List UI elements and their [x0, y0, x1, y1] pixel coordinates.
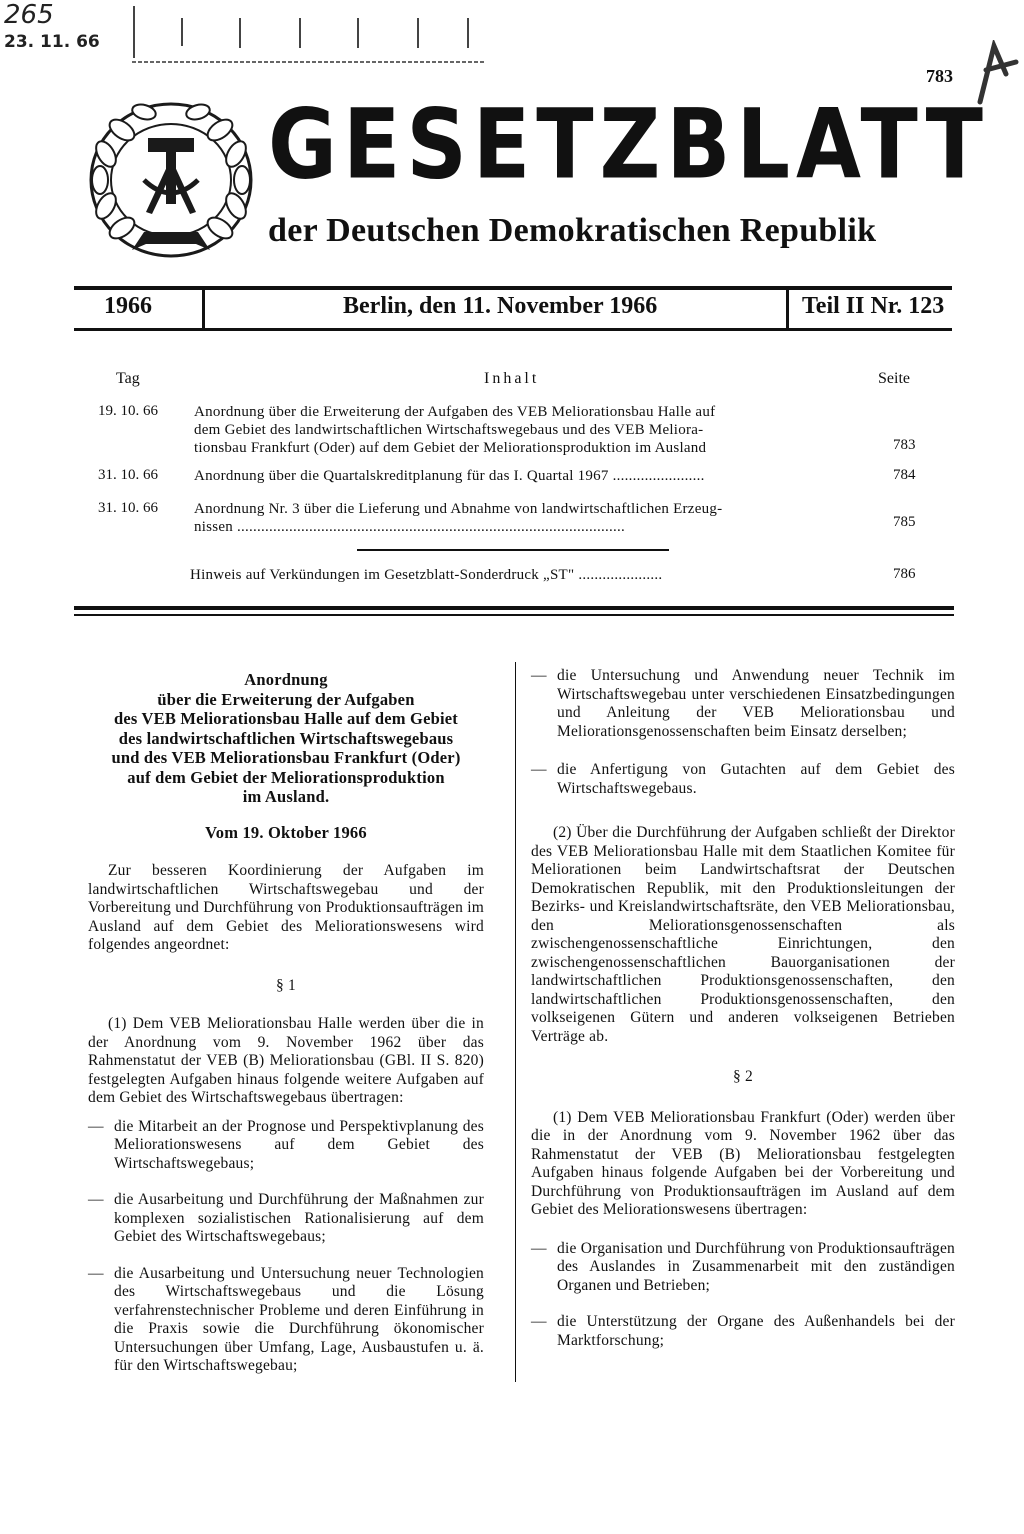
list-item [88, 1118, 484, 1174]
toc-note: Hinweis auf Verkündungen im Gesetzblatt-Sonderdruck „ST" ..................... [190, 567, 663, 583]
list-item-text: die Anfertigung von Gutachten auf dem Gebiet des Wirtschaftswegebaus. [557, 761, 955, 797]
toc-entry-text [194, 500, 854, 536]
toc-separator [357, 549, 669, 551]
toc-entry-line: nissen ................................................................................................. [194, 519, 625, 535]
state-emblem-icon [86, 94, 256, 260]
article-title-line: über die Erweiterung der Aufgaben [157, 689, 415, 709]
article-title-line: im Ausland. [242, 787, 330, 806]
toc-header-contents: Inhalt [484, 370, 540, 387]
toc-header-date: Tag [116, 370, 140, 387]
article-title-line: Anordnung [244, 670, 328, 689]
list-item [531, 1240, 955, 1296]
contents-bottom-rule [74, 606, 954, 610]
list-item-text: die Ausarbeitung und Durchführung der Maßnahmen zur komplexen sozialistischen Rationalisierung auf dem Gebiet des Wirtschaftswegebaus; [114, 1191, 484, 1245]
issue-year: 1966 [104, 293, 152, 319]
s2-paragraph-1: (1) Dem VEB Meliorationsbau Frankfurt (Oder) werden über die in der Anordnung vom 9. November 1962 über das Rahmenstatut der VEB (B) Meliorationsbau festgelegten Aufgaben hinaus folgende Aufgaben bei der Vorbereitung und Durchführung von Produktionsaufträgen im Ausland auf dem Gebiet des Meliorationswesens übertragen: [531, 1108, 955, 1218]
list-item [531, 667, 955, 741]
toc-entry-line: Anordnung Nr. 3 über die Lieferung und Abnahme von landwirtschaftlichen Erzeug- [194, 501, 723, 517]
toc-entry-date: 31. 10. 66 [98, 500, 158, 516]
toc-header-page: Seite [878, 370, 910, 387]
info-bar-divider-2 [786, 286, 789, 330]
toc-entry-line: tionsbau Frankfurt (Oder) auf dem Gebiet der Meliorationsproduktion im Ausland [194, 440, 707, 456]
toc-note-page: 786 [893, 566, 916, 582]
list-item-text: die Mitarbeit an der Prognose und Perspektivplanung des Meliorationswesens auf dem Gebiet des Wirtschaftswegebaus; [114, 1117, 484, 1172]
toc-entry-date: 19. 10. 66 [98, 403, 158, 419]
masthead-subtitle: der Deutschen Demokratischen Republik [268, 212, 877, 249]
dash-bullet: — [531, 667, 547, 684]
handwritten-number: 265 [4, 0, 54, 30]
dash-bullet: — [88, 1117, 104, 1135]
s1-paragraph-1: (1) Dem VEB Meliorationsbau Halle werden über die in der Anordnung vom 9. November 1962 über das Rahmenstatut der VEB (B) Meliorationsbau (GBl. II S. 820) festgelegten Aufgaben hinaus folgende weitere Aufgaben auf dem Gebiet des Wirtschaftswegebaus übertragen: [88, 1015, 484, 1106]
info-bar-divider-1 [202, 286, 205, 330]
list-item [88, 1265, 484, 1376]
article-intro: Zur besseren Koordinierung der Aufgaben im landwirtschaftlichen Wirtschaftswegebau und der Vorbereitung und Durchführung von Produktionsaufträgen im Ausland auf dem Gebiet des Meliorationswesens wird folgendes angeordnet: [88, 862, 484, 953]
section-heading-1: § 1 [276, 976, 296, 994]
list-item [88, 1191, 484, 1247]
right-column [531, 667, 955, 1350]
left-column [88, 670, 484, 1376]
dash-bullet: — [531, 761, 547, 778]
dash-bullet: — [531, 1313, 547, 1330]
toc-entry-line: Anordnung über die Quartalskreditplanung für das I. Quartal 1967 ....................... [194, 468, 705, 484]
toc-entry-page: 784 [893, 467, 916, 483]
info-bar-bottom-rule [74, 328, 952, 331]
dash-bullet: — [88, 1191, 104, 1208]
toc-entry-text [194, 403, 854, 457]
list-item-text: die Ausarbeitung und Untersuchung neuer Technologien des Wirtschaftswegebaus und die Lösung verfahrenstechnischer Probleme und deren Einführung in die Praxis sowie die Durchführung ökonomischer Untersuchungen über Umfang, Lage, Ausbaustufen u. ä. für den Wirtschaftswegebau; [114, 1264, 484, 1374]
issue-number: Teil II Nr. 123 [802, 293, 945, 319]
toc-entry-text [194, 467, 854, 485]
s1-paragraph-2: (2) Über die Durchführung der Aufgaben schließt der Direktor des VEB Meliorationsbau Halle mit dem Staatlichen Komitee für Meliorationen beim Landwirtschaftsrat der Deutschen Demokratischen Republik, mit den Produktionsleitungen der Bezirks- und Kreislandwirtschaftsräte, den VEB Meliorationsbau, den Meliorationsgenossenschaften als zwischengenossenschaftliche Einrichtungen, den zwischengenossenschaftlichen Bauorganisationen der landwirtschaftlichen Produktionsgenossenschaften, den landwirtschaftlichen Produktionsgenossenschaften, den volkseigenen Gütern und anderen volkseigenen Betrieben Verträge ab. [531, 824, 955, 1045]
article-date: Vom 19. Oktober 1966 [205, 822, 367, 842]
article-title-line: des VEB Meliorationsbau Halle auf dem Gebiet [114, 709, 458, 728]
contents-bottom-rule-thin [74, 614, 954, 616]
list-item [531, 761, 955, 798]
list-item-text: die Unterstützung der Organe des Außenhandels bei der Marktforschung; [557, 1313, 955, 1349]
list-item-text: die Untersuchung und Anwendung neuer Technik im Wirtschaftswegebau unter verschiedenen Einsatzbedingungen und Anleitung der VEB Meliorationsbau und Meliorationsgenossenschaften beim Einsatz derselben; [557, 667, 955, 740]
toc-entry-line: dem Gebiet des landwirtschaftlichen Wirtschaftswegebaus und des VEB Meliora- [194, 422, 704, 438]
toc-entry-page: 783 [893, 437, 916, 453]
toc-entry-line: Anordnung über die Erweiterung der Aufgaben des VEB Meliorationsbau Halle auf [194, 404, 716, 420]
issue-place-date: Berlin, den 11. November 1966 [343, 293, 658, 319]
article-title-line: des landwirtschaftlichen Wirtschaftswegebaus [118, 728, 454, 748]
article-title-line: und des VEB Meliorationsbau Frankfurt (Oder) [111, 748, 461, 767]
dash-bullet: — [531, 1239, 547, 1257]
toc-entry-date: 31. 10. 66 [98, 467, 158, 483]
masthead-title: GESETZBLATT [268, 87, 989, 201]
column-divider [515, 662, 516, 1382]
info-bar-top-rule [74, 286, 952, 290]
list-item [531, 1313, 955, 1350]
toc-entry-page: 785 [893, 514, 916, 530]
article-title [88, 670, 484, 807]
page-number: 783 [926, 66, 953, 86]
stamp-boxes [128, 4, 488, 70]
article-title-line: auf dem Gebiet der Meliorationsproduktion [127, 767, 445, 787]
handwritten-date: 23. 11. 66 [4, 32, 100, 52]
list-item-text: die Organisation und Durchführung von Produktionsaufträgen des Auslandes in Zusammenarbeit mit den zuständigen Organen und Betrieben; [557, 1239, 955, 1294]
section-heading-2: § 2 [733, 1068, 753, 1085]
dash-bullet: — [88, 1264, 104, 1282]
